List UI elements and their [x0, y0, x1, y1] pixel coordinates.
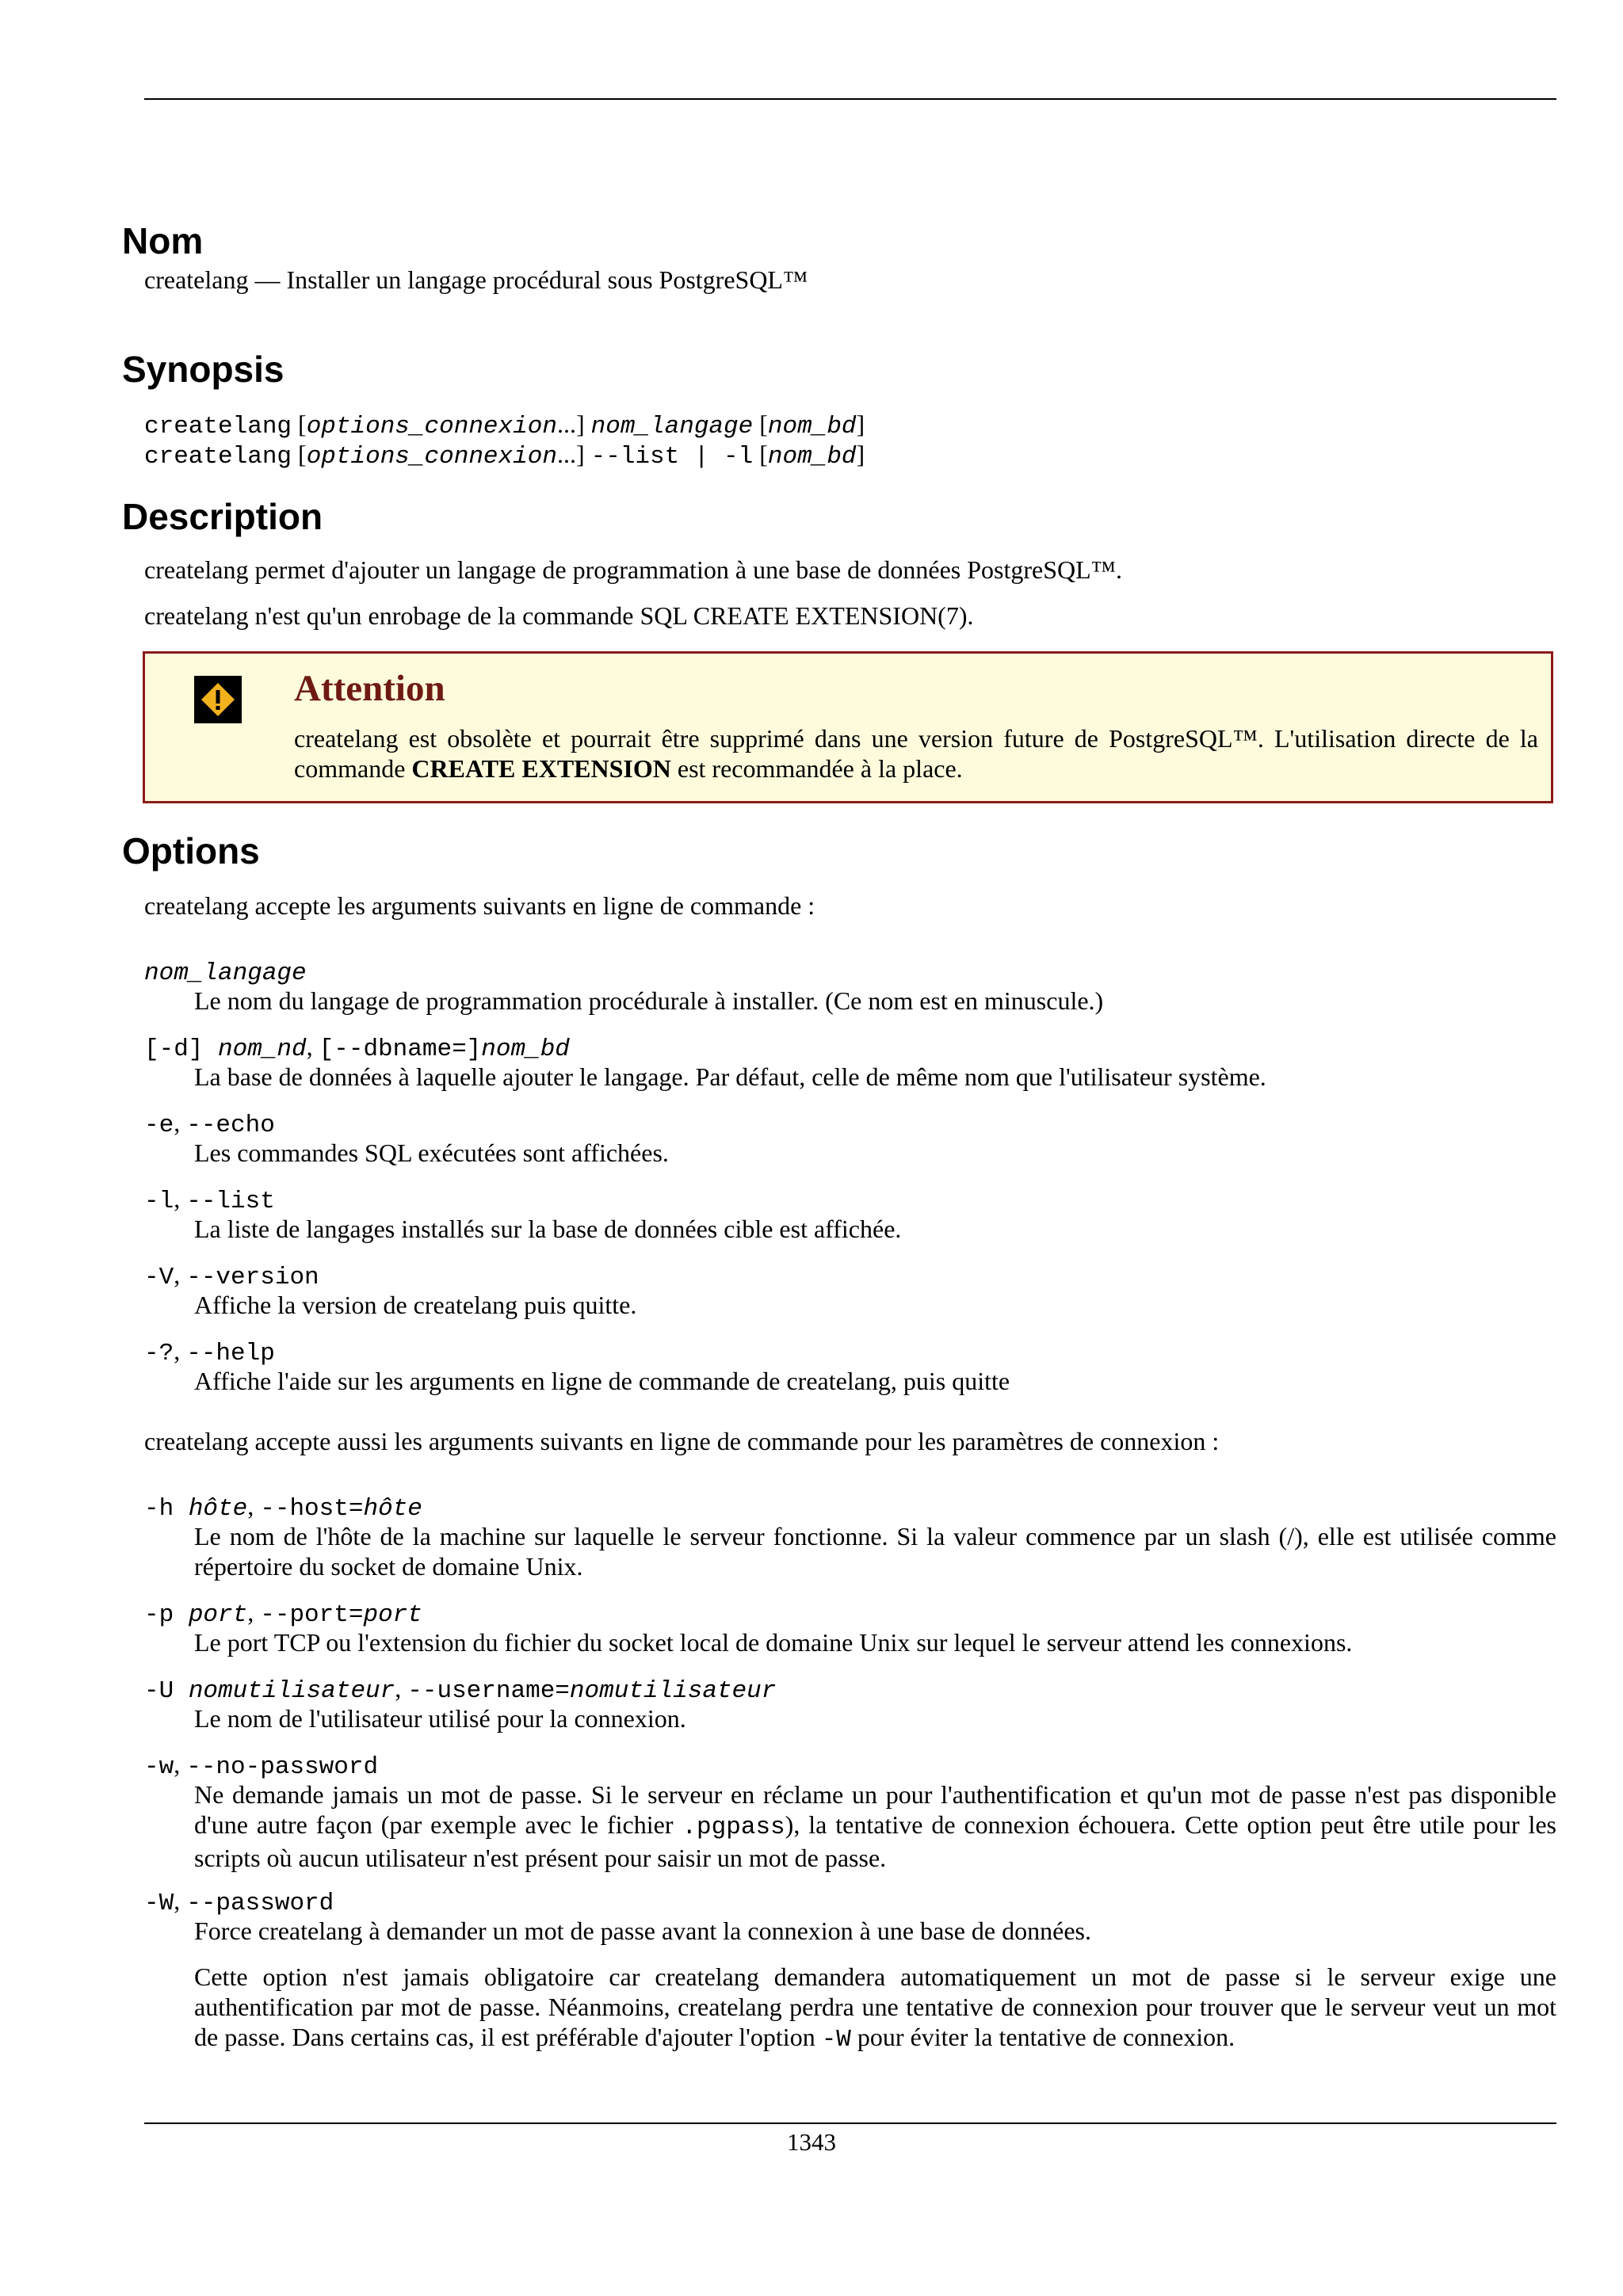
option-term-list: -l, --list — [144, 1184, 275, 1215]
option-term-no-password: -w, --no-password — [144, 1750, 379, 1781]
option-desc-password: Force createlang à demander un mot de passe avant la connexion à une base de données. — [194, 1917, 1091, 1945]
attention-title: Attention — [294, 668, 445, 709]
header-rule — [144, 98, 1556, 100]
section-heading-nom: Nom — [122, 220, 204, 261]
warning-icon — [194, 676, 242, 723]
nom-text: createlang — Installer un langage procédural sous PostgreSQL™ — [144, 265, 808, 294]
description-paragraph-1: createlang permet d'ajouter un langage de programmation à une base de données PostgreSQL™. — [144, 555, 1123, 584]
option-desc-host: Le nom de l'hôte de la machine sur laquelle le serveur fonctionne. Si la valeur commence par un slash (/), elle est utilisée comme répertoire du socket de domaine Unix. — [194, 1522, 1556, 1581]
options-intro-connexion: createlang accepte aussi les arguments suivants en ligne de commande pour les paramètres de connexion : — [144, 1427, 1220, 1455]
option-desc-dbname: La base de données à laquelle ajouter le langage. Par défaut, celle de même nom que l'utilisateur système. — [194, 1062, 1266, 1091]
option-term-dbname: [-d] nom_nd, [--dbname=]nom_bd — [144, 1032, 570, 1063]
section-heading-options: Options — [122, 830, 260, 871]
option-desc-username: Le nom de l'utilisateur utilisé pour la connexion. — [194, 1704, 686, 1733]
option-term-version: -V, --version — [144, 1261, 319, 1291]
footer-rule — [144, 2122, 1556, 2124]
synopsis-line-1: createlang [options_connexion...] nom_langage [nom_bd] — [144, 410, 865, 441]
option-desc-no-password: Ne demande jamais un mot de passe. Si le serveur en réclame un pour l'authentification et qu'un mot de passe n'est pas disponible d'une autre façon (par exemple avec le fichier .pgpass), la tentative de connexion échouera. Cette option peut être utile pour les scripts où aucun utilisateur n'est présent pour saisir un mot de passe. — [194, 1780, 1557, 1872]
option-desc-nom-langage: Le nom du langage de programmation procédurale à installer. (Ce nom est en minuscule.) — [194, 986, 1104, 1015]
option-term-username: -U nomutilisateur, --username=nomutilisateur — [144, 1674, 777, 1705]
attention-box — [143, 651, 1553, 803]
option-term-port: -p port, --port=port — [144, 1598, 422, 1629]
option-desc-list: La liste de langages installés sur la base de données cible est affichée. — [194, 1215, 902, 1243]
option-desc-help: Affiche l'aide sur les arguments en ligne de commande de createlang, puis quitte — [194, 1367, 1010, 1395]
option-desc-password-note: Cette option n'est jamais obligatoire car createlang demandera automatiquement un mot de passe si le serveur exige une authentification par mot de passe. Néanmoins, createlang perdra une tentative de connexion pour trouver que le serveur veut un mot de passe. Dans certains cas, il est préférable d'ajouter l'option -W pour éviter la tentative de connexion. — [194, 1962, 1556, 2054]
options-intro: createlang accepte les arguments suivants en ligne de commande : — [144, 891, 815, 920]
option-term-nom-langage: nom_langage — [144, 959, 307, 987]
option-term-help: -?, --help — [144, 1337, 275, 1367]
section-heading-synopsis: Synopsis — [122, 349, 285, 390]
option-desc-version: Affiche la version de createlang puis quitte. — [194, 1291, 637, 1319]
attention-text: createlang est obsolète et pourrait être supprimé dans une version future de PostgreSQL™. L'utilisation directe de la commande CREATE EXTENSION est recommandée à la place. — [294, 724, 1538, 783]
option-term-password: -W, --password — [144, 1886, 334, 1917]
page-number: 1343 — [787, 2128, 836, 2156]
option-term-echo: -e, --echo — [144, 1108, 275, 1139]
option-desc-echo: Les commandes SQL exécutées sont affichées. — [194, 1138, 669, 1167]
option-term-host: -h hôte, --host=hôte — [144, 1492, 422, 1523]
synopsis-line-2: createlang [options_connexion...] --list | -l [nom_bd] — [144, 440, 865, 471]
description-paragraph-2: createlang n'est qu'un enrobage de la commande SQL CREATE EXTENSION(7). — [144, 601, 974, 630]
option-desc-port: Le port TCP ou l'extension du fichier du socket local de domaine Unix sur lequel le serveur attend les connexions. — [194, 1628, 1353, 1657]
section-heading-description: Description — [122, 496, 323, 537]
